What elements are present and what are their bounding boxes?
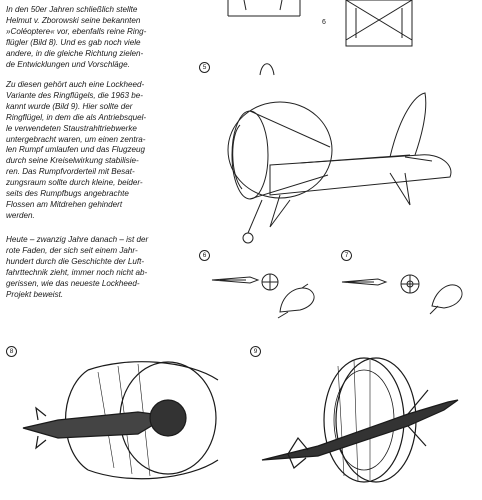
paragraph-heute: Heute – zwanzig Jahre danach – ist der rote Faden, der sich seit einem Jahr- hundert durch die Geschichte der Luft- fahrttechnik zieht, immer noch nicht ab- gerissen, wie das neueste Lockheed- Projekt beweist. — [6, 235, 149, 299]
figure-6-lockheed-projekt — [210, 262, 340, 332]
figure-8-coleoptere — [18, 350, 238, 490]
figure-5-ringwing-aircraft — [210, 55, 470, 255]
figure-number-6: 6 — [199, 250, 210, 261]
figure-number-9: 9 — [250, 346, 261, 357]
top-small-label: 6 — [322, 19, 326, 26]
figure-number-7: 7 — [341, 250, 352, 261]
figure-number-5: 5 — [199, 62, 210, 73]
figure-number-8: 8 — [6, 346, 17, 357]
paragraph-zborowski: In den 50er Jahren schließlich stellte Helmut v. Zborowski seine bekannten »Coléoptere« vor, ebenfalls reine Ring- flügler (Bild 8). Und es gab noch viele andere, in die gleiche Richtung zielen- de Entwicklungen und Vorschläge. — [6, 5, 147, 69]
figure-9-lockheed-ringwing — [258, 350, 478, 490]
figure-7-lockheed-variante — [340, 262, 470, 332]
paragraph-lockheed-1963: Zu diesen gehört auch eine Lockheed- Variante des Ringflügels, die 1963 be- kannt wurde (Bild 9). Hier sollte der Ringflügel, in dem die als Antriebsquel- le verwendeten Staustrahltriebwerke untergebracht waren, um einen zentra- len Rumpf umlaufen und das Flugzeug durch seine Kreiselwirkung stabilisie- ren. Das Rumpfvorderteil mit Besat- zungsraum sollte durch kleine, beider- seits des Rumpfbugs angebrachte Flossen am Mitdrehen gehindert werden. — [6, 80, 147, 220]
top-drawing-partial — [0, 0, 482, 60]
